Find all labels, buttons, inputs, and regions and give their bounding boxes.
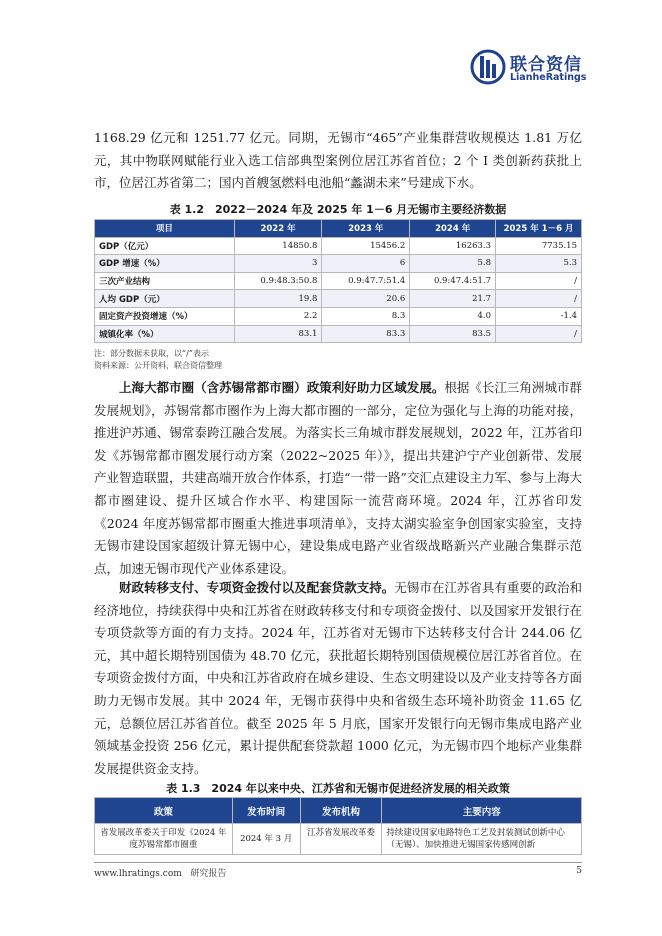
table-cell: / (496, 272, 582, 290)
table-header-cell: 2023 年 (322, 220, 410, 238)
policy-table (94, 797, 582, 855)
table-cell: 0.9:47.7:51.4 (322, 272, 410, 290)
logo-text-cn: 联合资信 (510, 55, 582, 75)
paragraph-body: 根据《长江三角洲城市群发展规划》，苏锡常都市圈作为上海大都市圈的一部分，定位为强化与上海的功能对接，推进沪苏通、锡常泰跨江融合发展。为落实长三角城市群发展规划，2022 年，江苏省印发《苏锡常都市圈发展行动方案（2022~2025 年）》，提出共建沪宁产业创新带、发展产业智造联盟，共建高端开放合作体系，打造“一带一路”交汇点建设主力军、参与上海大都市圈建设、提升区域合作水平、构建国际一流营商环境。2024 年，江苏省印发《2024 年度苏锡常都市圈重大推进事项清单》，支持太湖实验室争创国家实验室，支持无锡市建设国家超级计算无锡中心，建设集成电路产业省级战略新兴产业融合集群示范点，加速无锡市现代产业体系建设。 (94, 380, 582, 576)
row-label: 固定资产投资增速（%） (95, 307, 235, 325)
paragraph-metro-policy (94, 377, 582, 580)
table1-source: 资料来源：公开资料，联合资信整理 (94, 361, 222, 370)
table-header-cell: 项目 (95, 220, 235, 238)
table-cell: 21.7 (410, 290, 496, 308)
table-row (95, 272, 582, 290)
table-cell: -1.4 (496, 307, 582, 325)
table-row (95, 255, 582, 273)
lianhe-logo-icon (470, 48, 506, 86)
table-cell: 20.6 (322, 290, 410, 308)
table-header-cell: 发布时间 (232, 798, 300, 824)
table-cell: 83.5 (410, 325, 496, 343)
row-label: 城镇化率（%） (95, 325, 235, 343)
table-header-cell: 发布机构 (300, 798, 382, 824)
table-cell: 8.3 (322, 307, 410, 325)
paragraph-industry: 1168.29 亿元和 1251.77 亿元。同期，无锡市“465”产业集群营收规模达 1.81 万亿元，其中物联网赋能行业入选工信部典型案例位居江苏省首位；2 个 I 类创新药获批上市，位居江苏省第二；国内首艘氢燃料电池船“蠡湖未来”号建成下水。 (94, 130, 582, 191)
footer-section-label: 研究报告 (190, 869, 227, 879)
table-cell: 14850.8 (234, 237, 322, 255)
footer-divider (94, 862, 582, 863)
row-label: GDP（亿元） (95, 237, 235, 255)
paragraph-lead: 财政转移支付、专项资金拨付以及配套贷款支持。 (119, 580, 395, 595)
table-header-cell: 2022 年 (234, 220, 322, 238)
table-row (95, 290, 582, 308)
table-cell: 15456.2 (322, 237, 410, 255)
table-row (95, 307, 582, 325)
logo-text-en: LianheRatings (510, 72, 587, 83)
table-cell: 6 (322, 255, 410, 273)
table-header-cell: 2025 年 1－6 月 (496, 220, 582, 238)
table-header-cell: 主要内容 (382, 798, 582, 824)
paragraph-body: 无锡市在江苏省具有重要的政治和经济地位，持续获得中央和江苏省在财政转移支付和专项资金拨付、以及国家开发银行在专项贷款等方面的有力支持。2024 年，江苏省对无锡市下达转移支付合计 244.06 亿元，其中超长期特别国债为 48.70 亿元，获批超长期特别国债规模位居江苏省首位。在专项资金拨付方面，中央和江苏省政府在城乡建设、生态文明建设以及产业支持等各方面助力无锡市发展。其中 2024 年，无锡市获得中央和省级生态环境补助资金 11.65 亿元，总额位居江苏省首位。截至 2025 年 5 月底，国家开发银行向无锡市集成电路产业领域基金投资 256 亿元，累计提供配套贷款超 1000 亿元，为无锡市四个地标产业集群发展提供资金支持。 (94, 580, 582, 776)
table-cell: / (496, 325, 582, 343)
table-cell: 2024 年 3 月 (232, 824, 300, 855)
table1-note: 注：部分数据未获取，以“/”表示 (94, 349, 209, 358)
row-label: 三次产业结构 (95, 272, 235, 290)
table-header-row (95, 798, 582, 824)
footer-left (94, 866, 226, 879)
page-number: 5 (576, 866, 582, 876)
paragraph-fiscal-support (94, 577, 582, 780)
table-cell: 83.1 (234, 325, 322, 343)
table-cell: 0.9:47.4:51.7 (410, 272, 496, 290)
table-header-row (95, 220, 582, 238)
table-cell: / (496, 290, 582, 308)
table1-caption: 表 1.2 2022－2024 年及 2025 年 1－6 月无锡市主要经济数据 (169, 203, 507, 216)
table-row (95, 237, 582, 255)
table-cell: 5.3 (496, 255, 582, 273)
table-header-cell: 2024 年 (410, 220, 496, 238)
table-cell: 83.3 (322, 325, 410, 343)
table-cell: 4.0 (410, 307, 496, 325)
table-cell: 3 (234, 255, 322, 273)
table-cell: 2.2 (234, 307, 322, 325)
footer-website-link[interactable]: www.lhratings.com (94, 869, 182, 879)
table-cell: 7735.15 (496, 237, 582, 255)
company-logo (470, 48, 600, 88)
row-label: GDP 增速（%） (95, 255, 235, 273)
table-row (95, 325, 582, 343)
table-cell: 19.8 (234, 290, 322, 308)
table-header-cell: 政策 (95, 798, 233, 824)
table-cell: 16263.3 (410, 237, 496, 255)
table-cell: 省发展改革委关于印发《2024 年度苏锡常都市圈重 (95, 824, 233, 855)
table-cell: 5.8 (410, 255, 496, 273)
table-cell: 持续建设国家电路特色工艺及封装测试创新中心（无锡）、加快推进无锡国家传感网创新 (382, 824, 582, 855)
table2-caption: 表 1.3 2024 年以来中央、江苏省和无锡市促进经济发展的相关政策 (166, 782, 510, 795)
row-label: 人均 GDP（元） (95, 290, 235, 308)
table-cell: 江苏省发展改革委 (300, 824, 382, 855)
paragraph-lead: 上海大都市圈（含苏锡常都市圈）政策利好助力区域发展。 (119, 380, 445, 395)
table-row (95, 824, 582, 855)
economic-data-table (94, 219, 582, 343)
table-cell: 0.9:48.3:50.8 (234, 272, 322, 290)
